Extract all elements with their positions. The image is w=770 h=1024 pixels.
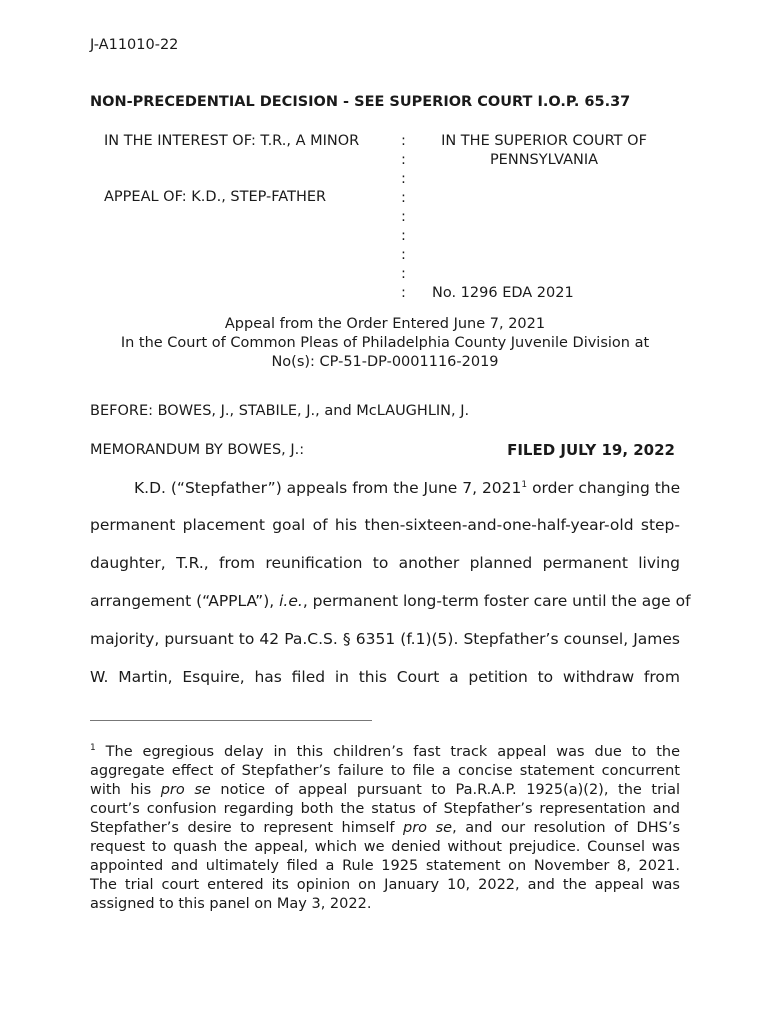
body-line: permanent placement goal of his then-sixteen-and-one-half-year-old step- — [90, 516, 680, 534]
caption-colon: : — [401, 228, 406, 244]
document-id: J-A11010-22 — [90, 37, 179, 53]
footnote-number: 1 — [90, 743, 96, 754]
caption-party-line2: APPEAL OF: K.D., STEP-FATHER — [104, 189, 327, 205]
caption-court-line1: IN THE SUPERIOR COURT OF — [441, 133, 647, 149]
appeal-info-line3: No(s): CP-51-DP-0001116-2019 — [271, 354, 499, 370]
footnote-line: $^1$ The egregious delay in this children’s fast track appeal was due to the — [90, 743, 680, 760]
footnote-line: assigned to this panel on May 3, 2022. — [90, 896, 372, 912]
footnote-ref: 1 — [521, 479, 528, 490]
footnote-line: request to quash the appeal, which we denied without prejudice. Counsel was — [90, 839, 680, 855]
memorandum-by: MEMORANDUM BY BOWES, J.: — [90, 442, 305, 458]
appeal-info-line1: Appeal from the Order Entered June 7, 2021 — [224, 316, 546, 332]
caption-colon: : — [401, 133, 406, 149]
caption-colon: : — [401, 285, 406, 301]
footnote-line: Stepfather’s desire to represent himself pro se, and our resolution of DHS’s — [90, 820, 680, 836]
body-line: W. Martin, Esquire, has filed in this Court a petition to withdraw from — [90, 668, 680, 686]
caption-colon: : — [401, 171, 406, 187]
body-line: daughter, T.R., from reunification to another planned permanent living — [90, 554, 680, 572]
caption-colon: : — [401, 209, 406, 225]
non-precedential-notice: NON-PRECEDENTIAL DECISION - SEE SUPERIOR COURT I.O.P. 65.37 — [90, 94, 631, 110]
appeal-info-line2: In the Court of Common Pleas of Philadelphia County Juvenile Division at — [120, 335, 650, 351]
caption-colon: : — [401, 190, 406, 206]
caption-colon: : — [401, 266, 406, 282]
footnote-line: appointed and ultimately filed a Rule 1925 statement on November 8, 2021. — [90, 858, 680, 874]
footnote-line: with his pro se notice of appeal pursuant to Pa.R.A.P. 1925(a)(2), the trial — [90, 782, 680, 798]
body-line: majority, pursuant to 42 Pa.C.S. § 6351 (f.1)(5). Stepfather’s counsel, James — [90, 630, 680, 648]
footnote-line: court’s confusion regarding both the status of Stepfather’s representation and — [90, 801, 680, 817]
footnote-separator — [90, 720, 372, 721]
caption-colon: : — [401, 247, 406, 263]
body-line: arrangement (“APPLA”), i.e., permanent long-term foster care until the age of — [90, 592, 691, 610]
caption-colon: : — [401, 152, 406, 168]
caption-court-line2: PENNSYLVANIA — [489, 152, 599, 168]
footnote-line: The trial court entered its opinion on January 10, 2022, and the appeal was — [90, 877, 680, 893]
body-line: K.D. (“Stepfather”) appeals from the June 7, 2021$^1$ order changing the — [134, 479, 681, 497]
docket-number: No. 1296 EDA 2021 — [432, 285, 574, 301]
footnote-line: aggregate effect of Stepfather’s failure to file a concise statement concurrent — [90, 763, 680, 779]
filed-date: FILED JULY 19, 2022 — [507, 441, 675, 459]
caption-party-line1: IN THE INTEREST OF: T.R., A MINOR — [104, 133, 360, 149]
panel-before: BEFORE: BOWES, J., STABILE, J., and McLAUGHLIN, J. — [90, 403, 470, 419]
